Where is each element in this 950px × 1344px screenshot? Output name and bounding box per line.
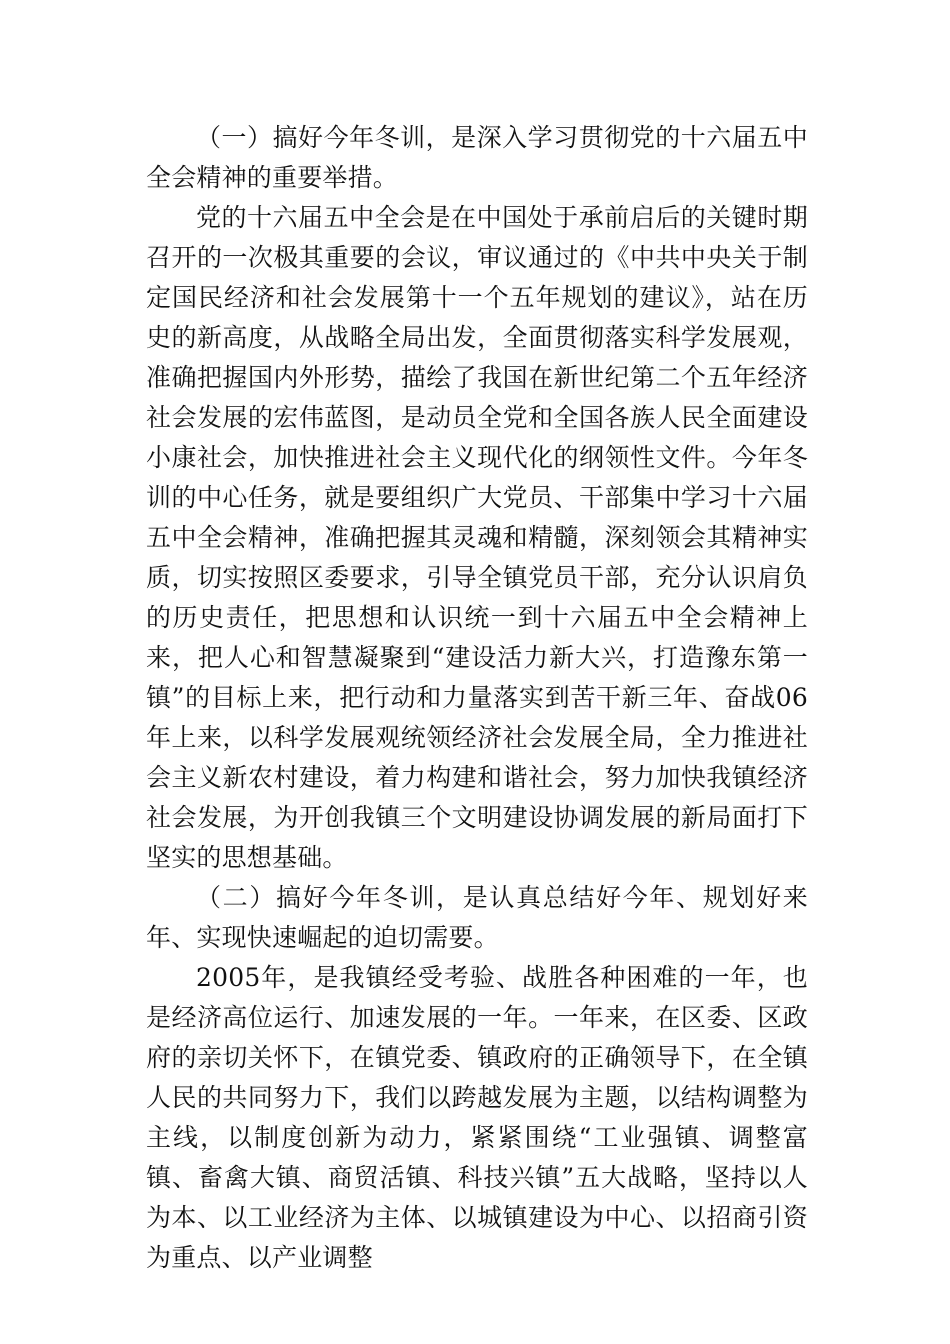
document-body [146, 118, 808, 1278]
section-heading-2: （二）搞好今年冬训，是认真总结好今年、规划好来年、实现快速崛起的迫切需要。 [146, 883, 808, 952]
body-paragraph-2: 2005年，是我镇经受考验、战胜各种困难的一年，也是经济高位运行、加速发展的一年。一年来，在区委、区政府的亲切关怀下，在镇党委、镇政府的正确领导下，在全镇人民的共同努力下，我们以跨越发展为主题，以结构调整为主线，以制度创新为动力，紧紧围绕“工业强镇、调整富镇、畜禽大镇、商贸活镇、科技兴镇”五大战略，坚持以人为本、以工业经济为主体、以城镇建设为中心、以招商引资为重点、以产业调整 [146, 963, 808, 1272]
section-heading-1: （一）搞好今年冬训，是深入学习贯彻党的十六届五中全会精神的重要举措。 [146, 123, 808, 192]
body-paragraph-1: 党的十六届五中全会是在中国处于承前启后的关键时期召开的一次极其重要的会议，审议通过的《中共中央关于制定国民经济和社会发展第十一个五年规划的建议》，站在历史的新高度，从战略全局出发，全面贯彻落实科学发展观，准确把握国内外形势，描绘了我国在新世纪第二个五年经济社会发展的宏伟蓝图，是动员全党和全国各族人民全面建设小康社会，加快推进社会主义现代化的纲领性文件。今年冬训的中心任务，就是要组织广大党员、干部集中学习十六届五中全会精神，准确把握其灵魂和精髓，深刻领会其精神实质，切实按照区委要求，引导全镇党员干部，充分认识肩负的历史责任，把思想和认识统一到十六届五中全会精神上来，把人心和智慧凝聚到“建设活力新大兴，打造豫东第一镇”的目标上来，把行动和力量落实到苦干新三年、奋战06年上来，以科学发展观统领经济社会发展全局，全力推进社会主义新农村建设，着力构建和谐社会，努力加快我镇经济社会发展，为开创我镇三个文明建设协调发展的新局面打下坚实的思想基础。 [146, 203, 808, 872]
